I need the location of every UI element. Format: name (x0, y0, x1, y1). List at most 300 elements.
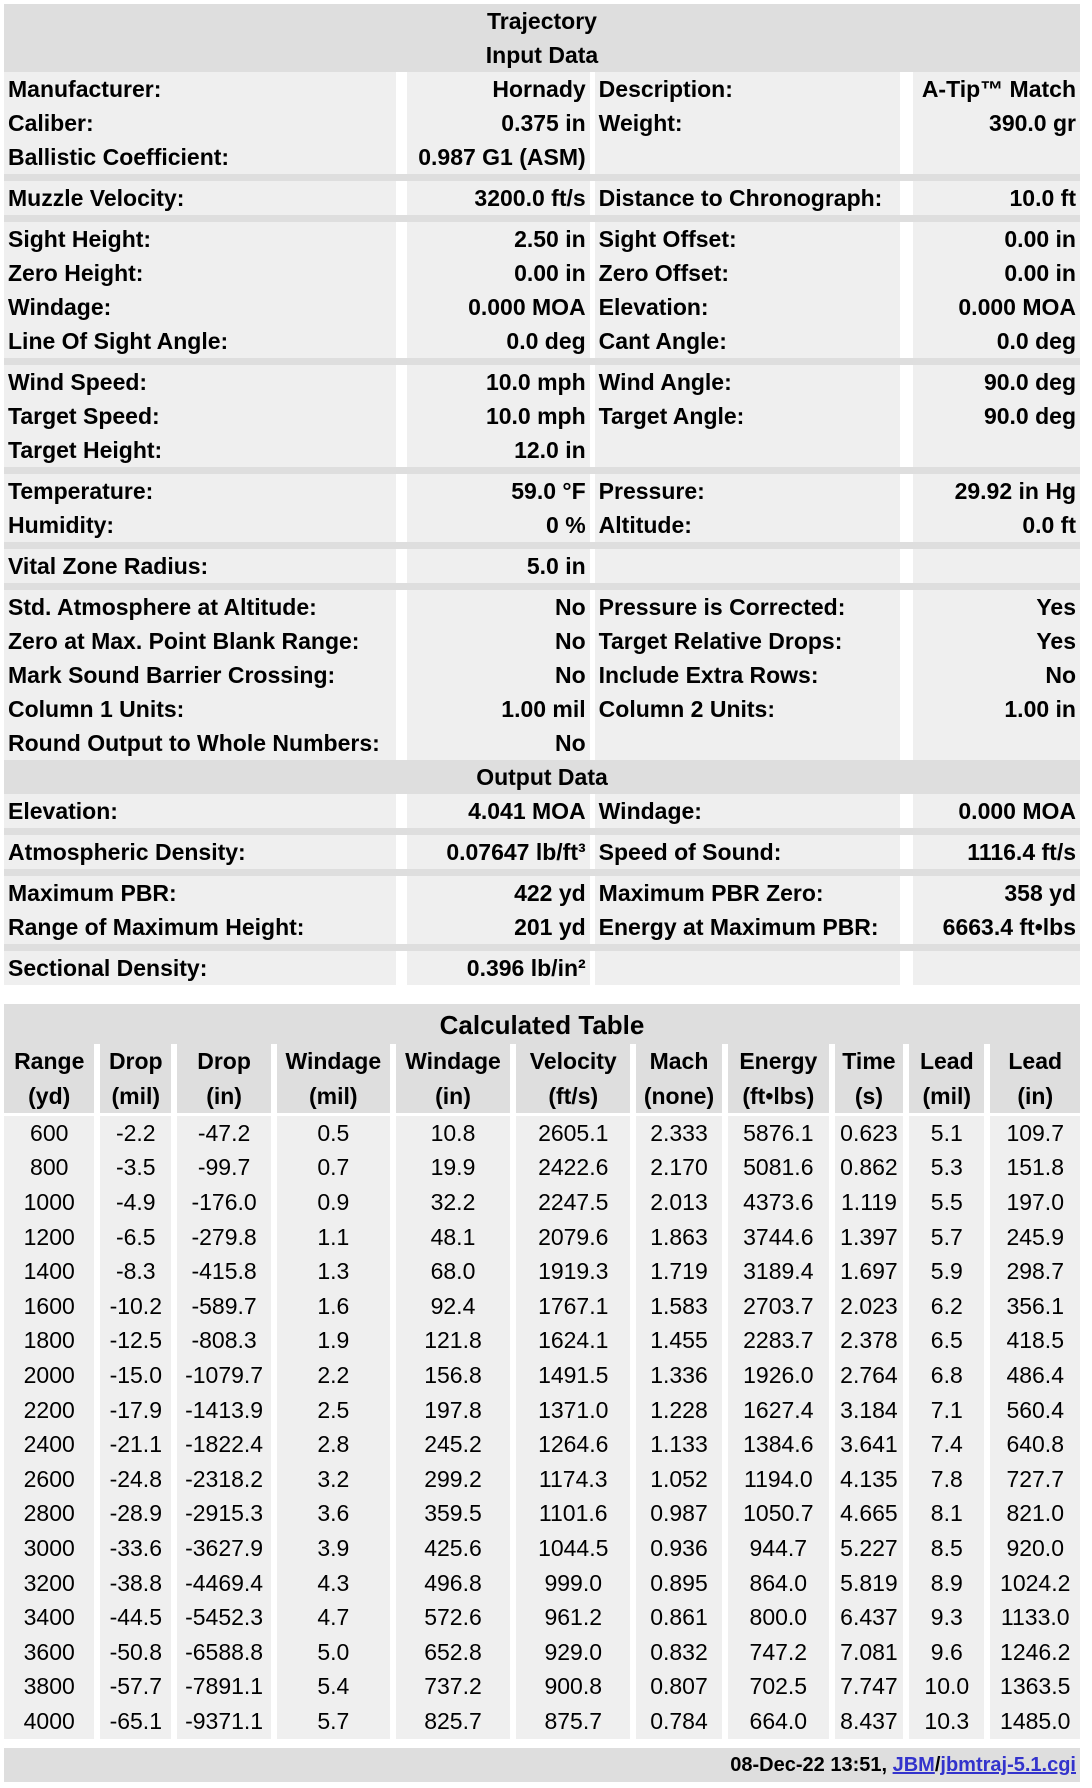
field-value: 10.0 mph (407, 365, 595, 399)
data-row (4, 399, 1080, 433)
field-label: Wind Speed: (4, 365, 407, 399)
table-cell: -176.0 (177, 1185, 277, 1220)
input-data-header: Input Data (4, 38, 1080, 72)
field-label: Include Extra Rows: (595, 658, 913, 692)
table-row (4, 1220, 1080, 1255)
table-cell: 4000 (4, 1704, 100, 1739)
table-cell: 5.5 (909, 1185, 990, 1220)
field-label: Muzzle Velocity: (4, 181, 407, 215)
table-cell: 1101.6 (516, 1497, 636, 1532)
column-headers (4, 1044, 1080, 1079)
table-cell: 151.8 (990, 1151, 1080, 1186)
table-cell: -9371.1 (177, 1704, 277, 1739)
jbmtraj-link[interactable]: jbmtraj-5.1.cgi (940, 1754, 1076, 1776)
calculated-table-body (4, 1116, 1080, 1739)
table-cell: 0.832 (636, 1635, 728, 1670)
column-header: Energy (728, 1044, 835, 1079)
field-value: 2.50 in (407, 222, 595, 256)
table-cell: 2.5 (277, 1393, 396, 1428)
table-cell: 1800 (4, 1324, 100, 1359)
table-row (4, 1427, 1080, 1462)
table-cell: -3627.9 (177, 1531, 277, 1566)
table-cell: 8.437 (835, 1704, 909, 1739)
column-header: Lead (990, 1044, 1080, 1079)
field-value (913, 549, 1080, 583)
table-cell: 640.8 (990, 1427, 1080, 1462)
field-value: 0.000 MOA (407, 290, 595, 324)
field-value: Hornady (407, 72, 595, 106)
data-row (4, 624, 1080, 658)
table-cell: 2079.6 (516, 1220, 636, 1255)
table-cell: -589.7 (177, 1289, 277, 1324)
field-value: A-Tip™ Match (913, 72, 1080, 106)
table-cell: 0.895 (636, 1566, 728, 1601)
table-cell: 2.023 (835, 1289, 909, 1324)
table-cell: 1400 (4, 1254, 100, 1289)
table-cell: 4373.6 (728, 1185, 835, 1220)
table-cell: 2400 (4, 1427, 100, 1462)
table-cell: -279.8 (177, 1220, 277, 1255)
table-cell: 864.0 (728, 1566, 835, 1601)
table-row (4, 1151, 1080, 1186)
table-row (4, 1324, 1080, 1359)
field-label: Pressure is Corrected: (595, 590, 913, 624)
column-header: Time (835, 1044, 909, 1079)
table-cell: 10.0 (909, 1670, 990, 1705)
table-cell: 8.9 (909, 1566, 990, 1601)
table-cell: 1.397 (835, 1220, 909, 1255)
table-cell: 2.764 (835, 1358, 909, 1393)
data-row (4, 256, 1080, 290)
table-cell: 5.9 (909, 1254, 990, 1289)
data-row (4, 726, 1080, 760)
table-cell: 1926.0 (728, 1358, 835, 1393)
data-row (4, 324, 1080, 358)
field-label: Target Height: (4, 433, 407, 467)
table-cell: 5.3 (909, 1151, 990, 1186)
column-unit: (in) (396, 1079, 517, 1113)
table-cell: 10.3 (909, 1704, 990, 1739)
table-cell: -47.2 (177, 1116, 277, 1151)
data-row (4, 72, 1080, 106)
table-cell: 2.013 (636, 1185, 728, 1220)
field-label: Cant Angle: (595, 324, 913, 358)
table-cell: 2200 (4, 1393, 100, 1428)
table-cell: 7.747 (835, 1670, 909, 1705)
field-label: Windage: (595, 794, 913, 828)
table-cell: 6.8 (909, 1358, 990, 1393)
column-header: Windage (396, 1044, 517, 1079)
table-cell: 2.333 (636, 1116, 728, 1151)
table-cell: -5452.3 (177, 1600, 277, 1635)
table-cell: 2283.7 (728, 1324, 835, 1359)
table-cell: 1.583 (636, 1289, 728, 1324)
column-unit: (yd) (4, 1079, 100, 1113)
table-cell: 356.1 (990, 1289, 1080, 1324)
field-value: Yes (913, 624, 1080, 658)
field-value: 0.00 in (913, 256, 1080, 290)
table-row (4, 1566, 1080, 1601)
column-unit: (none) (636, 1079, 728, 1113)
field-value (913, 140, 1080, 174)
table-cell: 1919.3 (516, 1254, 636, 1289)
column-header: Range (4, 1044, 100, 1079)
table-cell: 7.081 (835, 1635, 909, 1670)
column-unit: (mil) (909, 1079, 990, 1113)
field-label: Distance to Chronograph: (595, 181, 913, 215)
jbm-link[interactable]: JBM (892, 1754, 935, 1776)
table-row (4, 1531, 1080, 1566)
table-cell: 3.6 (277, 1497, 396, 1532)
table-cell: 1624.1 (516, 1324, 636, 1359)
data-row (4, 508, 1080, 542)
table-cell: 572.6 (396, 1600, 517, 1635)
data-row (4, 835, 1080, 869)
data-row (4, 951, 1080, 985)
column-unit: (ft•lbs) (728, 1079, 835, 1113)
field-label: Round Output to Whole Numbers: (4, 726, 407, 760)
field-value: No (407, 658, 595, 692)
table-cell: 1000 (4, 1185, 100, 1220)
table-cell: 3.184 (835, 1393, 909, 1428)
field-label: Mark Sound Barrier Crossing: (4, 658, 407, 692)
data-row (4, 910, 1080, 944)
field-value: 0.375 in (407, 106, 595, 140)
column-unit: (in) (177, 1079, 277, 1113)
table-row (4, 1704, 1080, 1739)
table-cell: 2800 (4, 1497, 100, 1532)
table-cell: 1050.7 (728, 1497, 835, 1532)
field-value: 3200.0 ft/s (407, 181, 595, 215)
table-cell: 1194.0 (728, 1462, 835, 1497)
table-row (4, 1254, 1080, 1289)
table-cell: 4.665 (835, 1497, 909, 1532)
table-cell: 5.7 (277, 1704, 396, 1739)
table-cell: -33.6 (100, 1531, 177, 1566)
table-cell: 920.0 (990, 1531, 1080, 1566)
table-cell: -17.9 (100, 1393, 177, 1428)
table-cell: 3800 (4, 1670, 100, 1705)
table-cell: -15.0 (100, 1358, 177, 1393)
table-cell: 8.5 (909, 1531, 990, 1566)
table-cell: 560.4 (990, 1393, 1080, 1428)
field-value: 12.0 in (407, 433, 595, 467)
field-label: Speed of Sound: (595, 835, 913, 869)
table-cell: 737.2 (396, 1670, 517, 1705)
table-cell: 0.9 (277, 1185, 396, 1220)
field-label: Wind Angle: (595, 365, 913, 399)
table-cell: 1491.5 (516, 1358, 636, 1393)
field-label (595, 549, 913, 583)
column-units (4, 1079, 1080, 1113)
column-header: Drop (100, 1044, 177, 1079)
table-cell: 2703.7 (728, 1289, 835, 1324)
table-cell: 156.8 (396, 1358, 517, 1393)
column-unit: (s) (835, 1079, 909, 1113)
table-cell: -28.9 (100, 1497, 177, 1532)
table-cell: -21.1 (100, 1427, 177, 1462)
field-value: 0.987 G1 (ASM) (407, 140, 595, 174)
table-cell: 5081.6 (728, 1151, 835, 1186)
table-cell: -6.5 (100, 1220, 177, 1255)
table-cell: -2318.2 (177, 1462, 277, 1497)
field-label: Sight Height: (4, 222, 407, 256)
field-value: 390.0 gr (913, 106, 1080, 140)
table-cell: 9.6 (909, 1635, 990, 1670)
table-cell: 486.4 (990, 1358, 1080, 1393)
table-cell: 0.807 (636, 1670, 728, 1705)
field-label: Caliber: (4, 106, 407, 140)
table-cell: 900.8 (516, 1670, 636, 1705)
table-cell: -808.3 (177, 1324, 277, 1359)
table-cell: 5.1 (909, 1116, 990, 1151)
table-cell: 68.0 (396, 1254, 517, 1289)
table-cell: 944.7 (728, 1531, 835, 1566)
table-cell: 2422.6 (516, 1151, 636, 1186)
data-row (4, 549, 1080, 583)
table-cell: 1.863 (636, 1220, 728, 1255)
table-cell: -38.8 (100, 1566, 177, 1601)
table-cell: 5.0 (277, 1635, 396, 1670)
field-value: 5.0 in (407, 549, 595, 583)
table-cell: 197.8 (396, 1393, 517, 1428)
table-cell: 3.9 (277, 1531, 396, 1566)
table-cell: 2000 (4, 1358, 100, 1393)
table-cell: 3744.6 (728, 1220, 835, 1255)
table-cell: -10.2 (100, 1289, 177, 1324)
field-value: 4.041 MOA (407, 794, 595, 828)
table-cell: -2.2 (100, 1116, 177, 1151)
field-label: Maximum PBR: (4, 876, 407, 910)
table-cell: -4.9 (100, 1185, 177, 1220)
data-row (4, 222, 1080, 256)
table-cell: 4.7 (277, 1600, 396, 1635)
field-value: 1.00 in (913, 692, 1080, 726)
table-cell: 0.862 (835, 1151, 909, 1186)
field-label (595, 433, 913, 467)
table-row (4, 1497, 1080, 1532)
table-cell: 875.7 (516, 1704, 636, 1739)
column-header: Windage (277, 1044, 396, 1079)
field-value: 0.00 in (407, 256, 595, 290)
table-row (4, 1635, 1080, 1670)
table-row (4, 1600, 1080, 1635)
field-label: Sectional Density: (4, 951, 407, 985)
table-cell: 6.5 (909, 1324, 990, 1359)
field-value: No (407, 590, 595, 624)
table-cell: 245.2 (396, 1427, 517, 1462)
field-label: Target Speed: (4, 399, 407, 433)
table-cell: 9.3 (909, 1600, 990, 1635)
table-cell: 1200 (4, 1220, 100, 1255)
table-cell: 5876.1 (728, 1116, 835, 1151)
table-cell: 3200 (4, 1566, 100, 1601)
table-cell: 1.455 (636, 1324, 728, 1359)
field-value: No (407, 624, 595, 658)
field-label: Manufacturer: (4, 72, 407, 106)
input-output-table (4, 4, 1080, 990)
field-value: 0.000 MOA (913, 794, 1080, 828)
field-label: Zero Height: (4, 256, 407, 290)
table-cell: 2.8 (277, 1427, 396, 1462)
field-value: 1.00 mil (407, 692, 595, 726)
table-cell: 48.1 (396, 1220, 517, 1255)
field-value: 90.0 deg (913, 365, 1080, 399)
table-cell: 298.7 (990, 1254, 1080, 1289)
table-cell: 109.7 (990, 1116, 1080, 1151)
table-cell: 1371.0 (516, 1393, 636, 1428)
table-cell: 1174.3 (516, 1462, 636, 1497)
calculated-table-title: Calculated Table (4, 1004, 1080, 1044)
field-label: Elevation: (4, 794, 407, 828)
footer-timestamp: 08-Dec-22 13:51, (730, 1754, 893, 1776)
table-cell: -1079.7 (177, 1358, 277, 1393)
field-value: Yes (913, 590, 1080, 624)
table-cell: 425.6 (396, 1531, 517, 1566)
table-cell: 4.3 (277, 1566, 396, 1601)
table-cell: 800 (4, 1151, 100, 1186)
data-row (4, 876, 1080, 910)
table-cell: 821.0 (990, 1497, 1080, 1532)
field-label (595, 726, 913, 760)
table-cell: 197.0 (990, 1185, 1080, 1220)
table-cell: -8.3 (100, 1254, 177, 1289)
column-unit: (mil) (100, 1079, 177, 1113)
table-cell: 1.228 (636, 1393, 728, 1428)
field-label: Temperature: (4, 474, 407, 508)
table-cell: 1246.2 (990, 1635, 1080, 1670)
field-label: Zero at Max. Point Blank Range: (4, 624, 407, 658)
table-cell: 1.133 (636, 1427, 728, 1462)
field-label: Description: (595, 72, 913, 106)
table-cell: 664.0 (728, 1704, 835, 1739)
input-data-section (4, 72, 1080, 760)
table-cell: 1627.4 (728, 1393, 835, 1428)
data-row (4, 140, 1080, 174)
column-header: Drop (177, 1044, 277, 1079)
data-row (4, 433, 1080, 467)
table-cell: -44.5 (100, 1600, 177, 1635)
table-cell: 600 (4, 1116, 100, 1151)
table-cell: 702.5 (728, 1670, 835, 1705)
table-cell: 1600 (4, 1289, 100, 1324)
table-cell: 496.8 (396, 1566, 517, 1601)
data-row (4, 474, 1080, 508)
table-cell: 3400 (4, 1600, 100, 1635)
table-cell: 1133.0 (990, 1600, 1080, 1635)
table-row (4, 1670, 1080, 1705)
table-cell: -2915.3 (177, 1497, 277, 1532)
field-value (913, 951, 1080, 985)
field-label: Atmospheric Density: (4, 835, 407, 869)
table-cell: 3.2 (277, 1462, 396, 1497)
table-cell: 0.7 (277, 1151, 396, 1186)
table-row (4, 1393, 1080, 1428)
data-row (4, 658, 1080, 692)
table-cell: 3189.4 (728, 1254, 835, 1289)
table-cell: -12.5 (100, 1324, 177, 1359)
table-cell: 2.378 (835, 1324, 909, 1359)
field-label: Vital Zone Radius: (4, 549, 407, 583)
table-cell: -65.1 (100, 1704, 177, 1739)
field-value: 10.0 ft (913, 181, 1080, 215)
table-cell: 1.119 (835, 1185, 909, 1220)
footer-separator: / (934, 1754, 941, 1776)
table-cell: 121.8 (396, 1324, 517, 1359)
data-row (4, 794, 1080, 828)
table-cell: 2247.5 (516, 1185, 636, 1220)
field-label: Column 2 Units: (595, 692, 913, 726)
table-cell: 1024.2 (990, 1566, 1080, 1601)
table-cell: -50.8 (100, 1635, 177, 1670)
table-cell: 1.719 (636, 1254, 728, 1289)
table-row (4, 1289, 1080, 1324)
output-data-section (4, 794, 1080, 990)
field-label: Line Of Sight Angle: (4, 324, 407, 358)
table-row (4, 1116, 1080, 1151)
output-data-header: Output Data (4, 760, 1080, 794)
table-cell: -99.7 (177, 1151, 277, 1186)
table-cell: 4.135 (835, 1462, 909, 1497)
table-cell: -4469.4 (177, 1566, 277, 1601)
column-header: Velocity (516, 1044, 636, 1079)
table-cell: -1413.9 (177, 1393, 277, 1428)
field-label: Std. Atmosphere at Altitude: (4, 590, 407, 624)
table-row (4, 1185, 1080, 1220)
field-value: 59.0 °F (407, 474, 595, 508)
field-value: 6663.4 ft•lbs (913, 910, 1080, 944)
table-cell: 1.3 (277, 1254, 396, 1289)
table-cell: 961.2 (516, 1600, 636, 1635)
field-value: 0.07647 lb/ft³ (407, 835, 595, 869)
table-cell: 0.784 (636, 1704, 728, 1739)
table-cell: 727.7 (990, 1462, 1080, 1497)
field-value: 0 % (407, 508, 595, 542)
table-cell: -7891.1 (177, 1670, 277, 1705)
table-cell: 5.7 (909, 1220, 990, 1255)
field-label: Target Angle: (595, 399, 913, 433)
field-label: Target Relative Drops: (595, 624, 913, 658)
field-label: Sight Offset: (595, 222, 913, 256)
field-label: Pressure: (595, 474, 913, 508)
field-label: Zero Offset: (595, 256, 913, 290)
data-row (4, 106, 1080, 140)
data-row (4, 590, 1080, 624)
table-cell: 1044.5 (516, 1531, 636, 1566)
table-cell: 418.5 (990, 1324, 1080, 1359)
table-cell: 1.9 (277, 1324, 396, 1359)
table-cell: 3600 (4, 1635, 100, 1670)
field-value: 358 yd (913, 876, 1080, 910)
table-cell: 0.5 (277, 1116, 396, 1151)
field-value: 0.00 in (913, 222, 1080, 256)
table-cell: 359.5 (396, 1497, 517, 1532)
table-cell: -57.7 (100, 1670, 177, 1705)
table-cell: -24.8 (100, 1462, 177, 1497)
table-cell: 1384.6 (728, 1427, 835, 1462)
field-value: 0.396 lb/in² (407, 951, 595, 985)
field-label: Range of Maximum Height: (4, 910, 407, 944)
table-cell: 2.2 (277, 1358, 396, 1393)
field-label: Humidity: (4, 508, 407, 542)
table-cell: 1.052 (636, 1462, 728, 1497)
field-label (595, 140, 913, 174)
table-cell: -415.8 (177, 1254, 277, 1289)
table-cell: 0.936 (636, 1531, 728, 1566)
data-row (4, 181, 1080, 215)
table-cell: 1767.1 (516, 1289, 636, 1324)
field-label: Ballistic Coefficient: (4, 140, 407, 174)
